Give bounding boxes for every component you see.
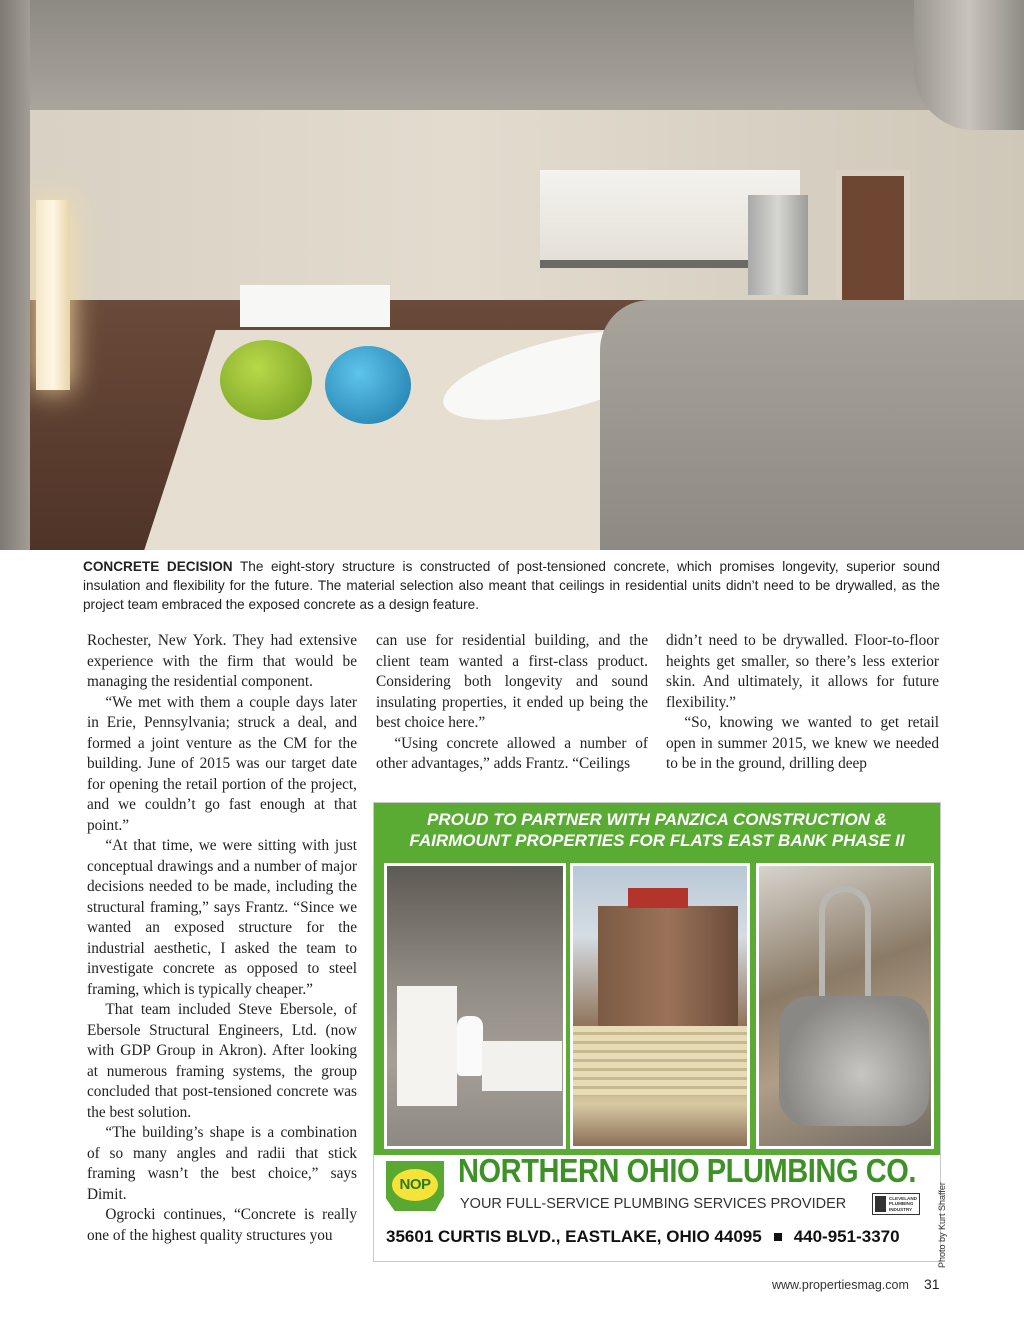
advertisement — [373, 802, 941, 1262]
cpi-line-2: PLUMBING — [888, 1201, 914, 1207]
photo-caption — [83, 557, 940, 614]
article-column-3 — [666, 631, 939, 775]
company-contact — [386, 1227, 930, 1247]
photo-sofa — [600, 300, 1024, 550]
cpi-mark-icon — [875, 1196, 886, 1212]
caption-text: The eight-story structure is constructed of post-tensioned concrete, which promises longevity, superior sound insulation and flexibility for the future. The material selection also meant that ceilings in residential units didn’t need to be drywalled, as the project team embraced the exposed concrete as a design feature. — [83, 559, 940, 612]
paragraph: “Using concrete allowed a number of other advantages,” adds Frantz. “Ceilings — [376, 734, 648, 772]
footer-url: www.propertiesmag.com — [772, 1278, 909, 1292]
company-name: NORTHERN OHIO PLUMBING CO. — [458, 1152, 917, 1189]
paragraph: Rochester, New York. They had extensive experience with the firm that would be managing the residential component. — [87, 632, 357, 690]
caption-lead: CONCRETE DECISION — [83, 559, 233, 574]
ad-photo-building — [570, 863, 750, 1149]
cpi-text — [889, 1196, 917, 1213]
paragraph: “At that time, we were sitting with just conceptual drawings and a number of major decisions needed to be made, including the structural framing,” says Frantz. “Since we wanted an exposed structure for the industrial aesthetic, I asked the team to investigate concrete as opposed to steel framing, which is typically cheaper.” — [87, 837, 357, 998]
company-phone: 440-951-3370 — [793, 1227, 900, 1246]
bathroom-vanity — [397, 986, 457, 1106]
sink-basin — [779, 996, 929, 1126]
building-sign — [628, 888, 688, 908]
company-address: 35601 CURTIS BLVD., EASTLAKE, OHIO 44095 — [386, 1227, 762, 1246]
photo-concrete-column — [0, 0, 30, 550]
paragraph: didn’t need to be drywalled. Floor-to-floor heights get smaller, so there’s less exterior skin. And ultimately, it allows for future flexibility.” — [666, 632, 939, 711]
ad-headline — [374, 803, 940, 859]
photo-floor-lamp — [36, 200, 70, 390]
article-column-2 — [376, 631, 648, 775]
paragraph: That team included Steve Ebersole, of Ebersole Structural Engineers, Ltd. (now with GDP Group in Akron). After looking at numerous framing systems, the group concluded that post-tensioned concrete was the best solution. — [87, 1001, 357, 1121]
ad-headline-line-1: PROUD TO PARTNER WITH PANZICA CONSTRUCTION & — [427, 810, 887, 829]
building-steps — [573, 1026, 750, 1096]
paragraph: Ogrocki continues, “Concrete is really one of the highest quality structures you — [87, 1206, 357, 1244]
bathroom-tub — [482, 1041, 562, 1091]
paragraph: can use for residential building, and the client team wanted a first-class product. Considering both longevity and sound insulating properties, it ended up being the best choice here.” — [376, 632, 648, 731]
ad-photo-bathroom — [384, 863, 566, 1149]
photo-fridge — [748, 195, 808, 295]
ad-photo-sink — [756, 863, 934, 1149]
building-facade — [598, 906, 738, 1026]
paragraph: “We met with them a couple days later in Erie, Pennsylvania; struck a deal, and formed a joint venture as the CM for the building. June of 2015 was our target date for opening the retail portion of the project, and we couldn’t go fast enough at that point.” — [87, 693, 357, 834]
ad-headline-line-2: FAIRMOUNT PROPERTIES FOR FLATS EAST BANK PHASE II — [409, 831, 905, 850]
separator-square-icon — [774, 1233, 782, 1241]
photo-sideboard — [240, 285, 390, 327]
company-tagline: YOUR FULL-SERVICE PLUMBING SERVICES PROVIDER — [460, 1196, 847, 1212]
paragraph: “So, knowing we wanted to get retail open in summer 2015, we knew we needed to be in the ground, drilling deep — [666, 714, 939, 772]
bathroom-toilet — [457, 1016, 483, 1076]
photo-blue-pouf — [325, 346, 411, 424]
cleveland-plumbing-industry-logo — [872, 1193, 920, 1215]
hero-photo-living-room — [0, 0, 1024, 550]
photo-credit: Photo by Kurt Shaffer — [937, 1182, 947, 1268]
paragraph: “The building’s shape is a combination of so many angles and radii that stick framing wasn’t the best choice,” says Dimit. — [87, 1124, 357, 1203]
faucet — [819, 886, 871, 1002]
page-number: 31 — [924, 1276, 940, 1292]
article-column-1 — [87, 631, 357, 1246]
nop-logo-badge: NOP — [392, 1169, 438, 1201]
photo-green-pouf — [220, 340, 312, 420]
photo-duct — [914, 0, 1024, 130]
ad-photo-strip — [374, 859, 940, 1155]
cpi-line-1: CLEVELAND — [888, 1195, 917, 1201]
cpi-line-3: INDUSTRY — [888, 1206, 913, 1212]
